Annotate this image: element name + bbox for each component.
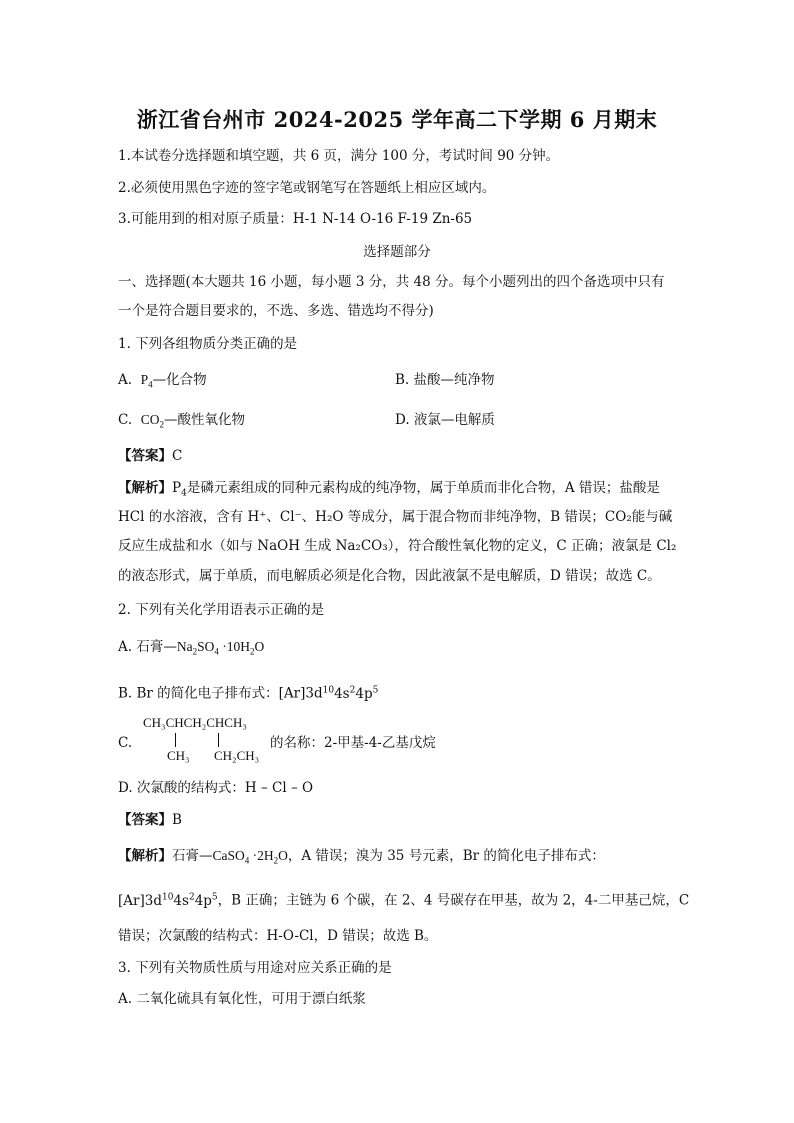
- struct-branch-right: CH₂CH₃: [214, 748, 260, 763]
- q3-stem: 3. 下列有关物质性质与用途对应关系正确的是: [118, 960, 392, 976]
- q2-analysis-config: $[Ar]3d^{10}4s^24p^5$: [118, 892, 218, 909]
- q1-option-c-text: —酸性氧化物: [164, 412, 245, 428]
- q2-option-c-name: 的名称：2-甲基-4-乙基戊烷: [270, 735, 436, 751]
- q2-analysis-formula: CaSO$_4$ $\cdot 2H_2O$: [212, 848, 288, 866]
- q2-analysis-1: [118, 846, 605, 871]
- q1-analysis-2: HCl 的水溶液，含有 H⁺、Cl⁻、H₂O 等成分，属于混合物而非纯净物，B 错误；CO₂能与碱: [118, 509, 673, 525]
- q1-answer: [118, 446, 182, 466]
- struct-bond-right: [218, 733, 219, 747]
- page-title: 浙江省台州市 2024-2025 学年高二下学期 6 月期末: [136, 107, 658, 132]
- struct-branch-left: CH₃: [167, 748, 190, 763]
- q1-analysis-4: 的液态形式，属于单质，而电解质必须是化合物，因此液氯不是电解质，D 错误；故选 C。: [118, 568, 661, 584]
- q2-analysis-text-1b: ，A 错误；溴为 35 号元素，Br 的简化电子排布式：: [287, 848, 605, 864]
- q1-analysis-text-1: 是磷元素组成的同种元素构成的纯净物，属于单质而非化合物，A 错误；盐酸是: [186, 480, 660, 496]
- q1-option-c-formula: $CO_2$: [140, 412, 164, 430]
- q2-option-b-config: $^{10}4s^24p^5$: [322, 685, 379, 702]
- q1-option-a: [118, 370, 207, 395]
- q2-stem: 2. 下列有关化学用语表示正确的是: [118, 602, 325, 618]
- q2-option-b-text: B. Br 的简化电子排布式：[Ar]3d: [118, 685, 323, 702]
- q2-analysis-label: 【解析】: [118, 848, 172, 864]
- q2-option-a-formula: $Na_2SO_4 \cdot 10H_2O$: [176, 639, 265, 657]
- q1-option-d: D. 液氯—电解质: [395, 412, 495, 428]
- note-1: 1.本试卷分选择题和填空题，共 6 页，满分 100 分，考试时间 90 分钟。: [118, 148, 560, 164]
- q2-option-a: [118, 637, 264, 662]
- struct-main-chain: CH₃CHCH₂CHCH₃: [143, 715, 247, 730]
- q2-answer-value: B: [172, 812, 182, 828]
- q2-analysis-text-2: ，B 正确；主链为 6 个碳，在 2、4 号碳存在甲基，故为 2，4-二甲基己烷，C: [217, 892, 690, 909]
- q1-analysis-1: [118, 478, 660, 504]
- section-title: 选择题部分: [363, 244, 431, 260]
- q2-analysis-2: [118, 887, 689, 911]
- q1-option-a-formula: $P_4$: [140, 372, 153, 390]
- note-2: 2.必须使用黑色字迹的签字笔或钢笔写在答题纸上相应区域内。: [118, 180, 496, 196]
- q1-answer-label: 【答案】: [118, 448, 172, 464]
- q1-answer-value: C: [172, 448, 183, 464]
- q2-analysis-3: 错误；次氯酸的结构式：H-O-Cl，D 错误；故选 B。: [118, 928, 438, 944]
- note-3: 3.可能用到的相对原子质量：H-1 N-14 O-16 F-19 Zn-65: [118, 211, 473, 227]
- q1-option-a-text: —化合物: [152, 372, 207, 388]
- q1-analysis-label: 【解析】: [118, 480, 172, 496]
- q1-option-b: B. 盐酸—纯净物: [395, 372, 495, 388]
- q1-stem: 1. 下列各组物质分类正确的是: [118, 336, 298, 352]
- struct-bond-left: [175, 733, 176, 747]
- q1-option-a-label: A.: [118, 372, 133, 388]
- section-intro-2: 一个是符合题目要求的，不选、多选、错选均不得分): [118, 303, 434, 319]
- section-intro-1: 一、选择题(本大题共 16 小题，每小题 3 分，共 48 分。每个小题列出的四个备选项中只有: [118, 274, 665, 290]
- q1-analysis-3: 反应生成盐和水（如与 NaOH 生成 Na₂CO₃），符合酸性氧化物的定义，C 正确；液氯是 Cl₂: [118, 538, 677, 554]
- q1-analysis-formula: $P_4$: [172, 480, 187, 499]
- q2-answer-label: 【答案】: [118, 812, 172, 828]
- q3-option-a: A. 二氧化硫具有氧化性，可用于漂白纸浆: [118, 991, 366, 1007]
- q2-structural-formula: [140, 715, 270, 765]
- q2-analysis-text-1: 石膏—: [172, 848, 213, 864]
- q2-option-b: [118, 680, 378, 704]
- q1-option-c: [118, 410, 245, 435]
- q2-option-a-text: A. 石膏—: [118, 639, 177, 655]
- q2-answer: [118, 810, 182, 830]
- q1-option-c-label: C.: [118, 412, 133, 428]
- q2-option-d: D. 次氯酸的结构式：H – Cl – O: [118, 780, 314, 796]
- q2-option-c-label: C.: [118, 735, 133, 751]
